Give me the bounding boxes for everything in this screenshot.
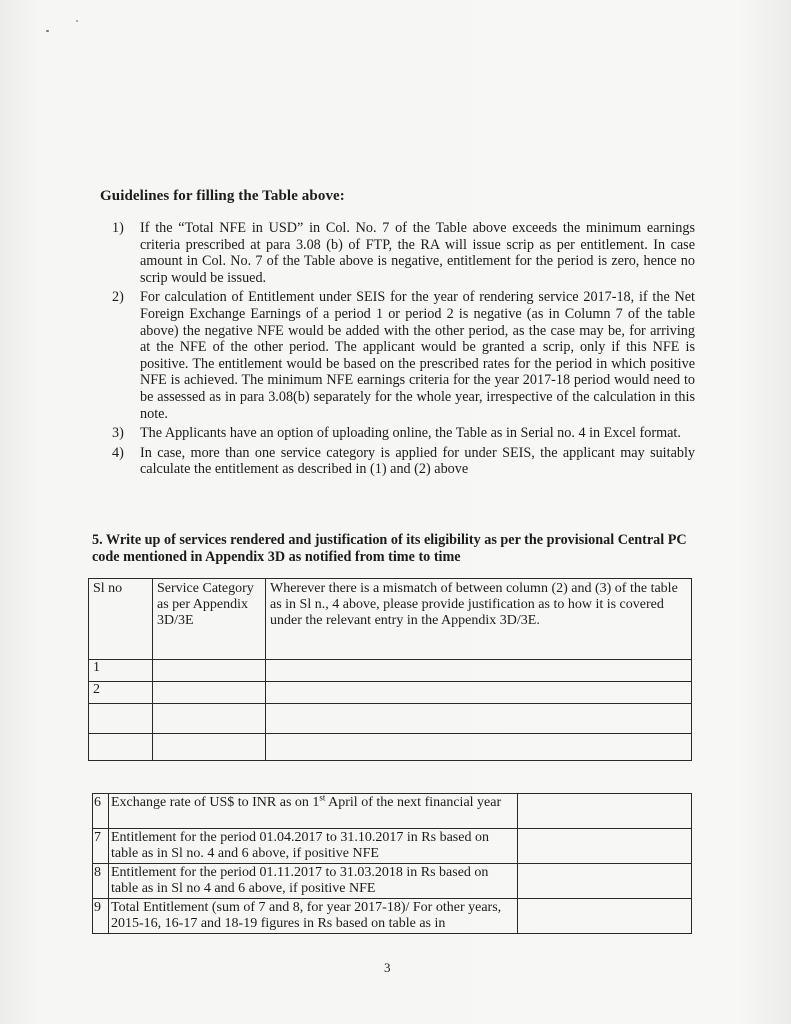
row-number: 6: [93, 794, 109, 829]
cell-sl-no: [89, 704, 153, 734]
section-5-title: 5. Write up of services rendered and justification of its eligibility as per the provisional Central PC code mentioned in Appendix 3D as notified from time to time: [92, 532, 687, 565]
row-description: Entitlement for the period 01.11.2017 to 31.03.2018 in Rs based on table as in Sl no 4 and 6 above, if positive NFE: [109, 864, 518, 899]
row-description-text: April of the next financial year: [325, 795, 502, 810]
table-row: [93, 794, 692, 829]
table-row: [93, 829, 692, 864]
table-header-row: [89, 579, 692, 660]
superscript-st: st: [319, 792, 326, 803]
row-description: [109, 794, 518, 829]
row-value[interactable]: [518, 864, 692, 899]
cell-justification[interactable]: [266, 682, 692, 704]
row-value[interactable]: [518, 899, 692, 934]
guideline-item: [112, 445, 695, 478]
table-row: [89, 682, 692, 704]
table-row: [89, 660, 692, 682]
guideline-item: [112, 289, 695, 422]
table-row: [89, 704, 692, 734]
guideline-number: 1): [112, 220, 124, 236]
row-description: Entitlement for the period 01.04.2017 to 31.10.2017 in Rs based on table as in Sl no. 4 and 6 above, if positive NFE: [109, 829, 518, 864]
guideline-text: The Applicants have an option of uploading online, the Table as in Serial no. 4 in Excel format.: [140, 425, 681, 442]
cell-sl-no: [89, 734, 153, 761]
scan-speck: [46, 30, 49, 32]
cell-justification[interactable]: [266, 734, 692, 761]
guideline-text: If the “Total NFE in USD” in Col. No. 7 of the Table above exceeds the minimum earnings criteria prescribed at para 3.08 (b) of FTP, the RA will issue scrip as per entitlement. In case amount in Col. No. 7 of the Table above is negative, entitlement for the period is zero, hence no scrip would be issued.: [140, 220, 695, 286]
row-number: 9: [93, 899, 109, 934]
scan-speck: [76, 20, 78, 22]
guidelines-heading: Guidelines for filling the Table above:: [100, 188, 345, 204]
guideline-number: 3): [112, 425, 124, 442]
row-number: 8: [93, 864, 109, 899]
guideline-item: [112, 425, 695, 442]
page-number: 3: [384, 960, 391, 975]
guideline-text: In case, more than one service category is applied for under SEIS, the applicant may suitably calculate the entitlement as described in (1) and (2) above: [140, 444, 695, 478]
cell-service-category[interactable]: [153, 682, 266, 704]
row-value[interactable]: [518, 829, 692, 864]
row-description: Total Entitlement (sum of 7 and 8, for year 2017-18)/ For other years, 2015-16, 16-17 and 18-19 figures in Rs based on table as in: [109, 899, 518, 934]
cell-sl-no: 1: [89, 660, 153, 682]
guideline-item: [112, 220, 695, 286]
cell-sl-no: 2: [89, 682, 153, 704]
row-value[interactable]: [518, 794, 692, 829]
guidelines-list: [112, 220, 695, 481]
table-row: [93, 864, 692, 899]
cell-justification[interactable]: [266, 660, 692, 682]
header-service-category: Service Category as per Appendix 3D/3E: [153, 579, 266, 660]
cell-service-category[interactable]: [153, 704, 266, 734]
entitlement-summary-table: [92, 793, 692, 934]
table-row: [89, 734, 692, 761]
cell-service-category[interactable]: [153, 660, 266, 682]
justification-table: [88, 578, 692, 761]
header-sl-no: Sl no: [89, 579, 153, 660]
cell-service-category[interactable]: [153, 734, 266, 761]
guideline-text: For calculation of Entitlement under SEIS for the year of rendering service 2017-18, if the Net Foreign Exchange Earnings of a period 1 or period 2 is negative (as in Column 7 of the table above) the negative NFE would be added with the other period, as the case may be, for arriving at the NFE of the other period. The applicant would be granted a scrip, only if this NFE is positive. The entitlement would be based on the prescribed rates for the period in which positive NFE is achieved. The minimum NFE earnings criteria for the year 2017-18 period would need to be assessed as in para 3.08(b) separately for the whole year, irrespective of the calculation in this note.: [140, 289, 695, 422]
guideline-number: 2): [112, 289, 124, 306]
guideline-number: 4): [112, 444, 124, 461]
row-number: 7: [93, 829, 109, 864]
header-justification: Wherever there is a mismatch of between column (2) and (3) of the table as in Sl n., 4 above, please provide justification as to how it is covered under the relevant entry in the Appendix 3D/3E.: [266, 579, 692, 660]
table-row: [93, 899, 692, 934]
row-description-text: Exchange rate of US$ to INR as on 1: [111, 795, 320, 810]
cell-justification[interactable]: [266, 704, 692, 734]
